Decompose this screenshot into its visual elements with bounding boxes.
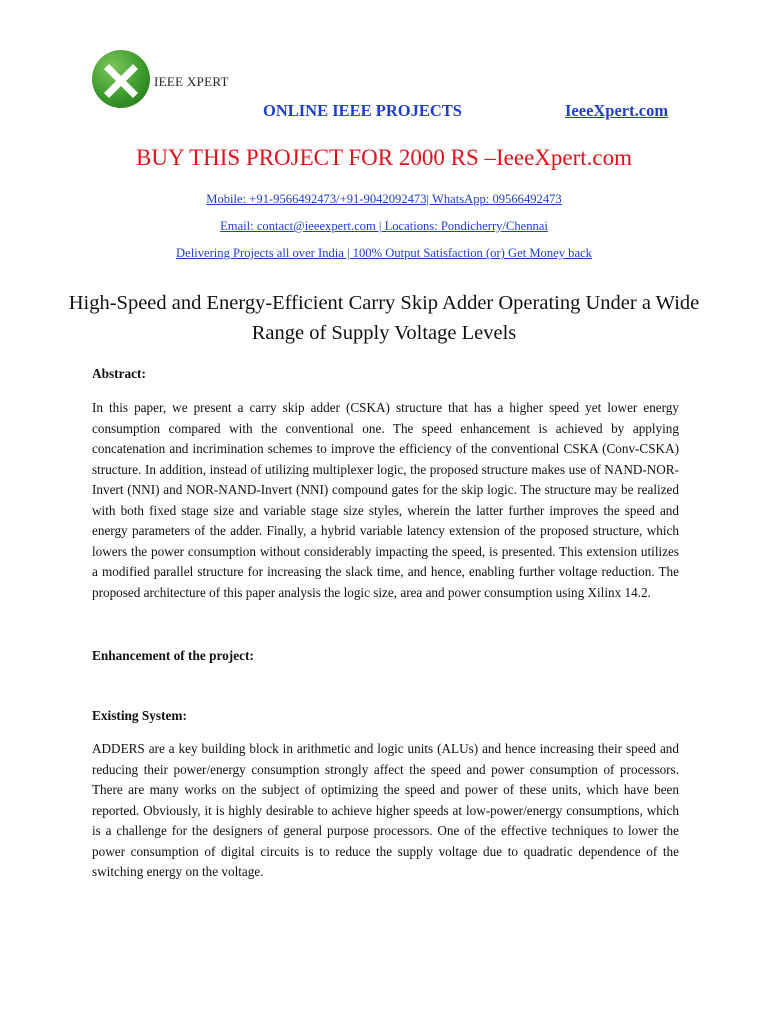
paper-title: High-Speed and Energy-Efficient Carry Skip Adder Operating Under a Wide Range of Supply Voltage Levels xyxy=(68,292,700,344)
buy-banner: BUY THIS PROJECT FOR 2000 RS –IeeeXpert.com xyxy=(136,145,632,170)
online-ieee-projects-text: ONLINE IEEE PROJECTS xyxy=(263,101,462,120)
delivery-info-link[interactable]: Delivering Projects all over India | 100% Output Satisfaction (or) Get Money back xyxy=(176,246,592,260)
existing-system-heading: Existing System: xyxy=(92,708,187,723)
mobile-contact-link[interactable]: Mobile: +91-9566492473/+91-9042092473| WhatsApp: 09566492473 xyxy=(206,192,562,206)
abstract-paragraph: In this paper, we present a carry skip adder (CSKA) structure that has a higher speed yet lower energy consumption compared with the conventional one. The speed enhancement is achieved by applying concatenation and incrimination schemes to improve the efficiency of the conventional CSKA (Conv-CSKA) structure. In addition, instead of utilizing multiplexer logic, the proposed structure makes use of NAND-NOR-Invert (NNI) and NOR-NAND-Invert (NNI) compound gates for the skip logic. The structure may be realized with both fixed stage size and variable stage size styles, wherein the latter further improves the speed and energy parameters of the adder. Finally, a hybrid variable latency extension of the proposed structure, which lowers the power consumption without considerably impacting the speed, is presented. This extension utilizes a modified parallel structure for increasing the slack time, and hence, enabling further voltage reduction. The proposed architecture of this paper analysis the logic size, area and power consumption using Xilinx 14.2. xyxy=(92,400,679,600)
header-topline xyxy=(0,101,768,123)
logo-x-icon xyxy=(92,50,150,108)
email-contact-link[interactable]: Email: contact@ieeexpert.com | Locations: Pondicherry/Chennai xyxy=(220,219,548,233)
enhancement-heading: Enhancement of the project: xyxy=(92,648,254,663)
abstract-heading: Abstract: xyxy=(92,366,146,381)
site-link[interactable]: IeeeXpert.com xyxy=(565,101,669,120)
logo-text: IEEE XPERT xyxy=(154,74,229,89)
existing-system-paragraph: ADDERS are a key building block in arithmetic and logic units (ALUs) and hence increasing their speed and reducing their power/energy consumption strongly affect the speed and power consumption of processors. There are many works on the subject of optimizing the speed and power of these units, which have been reported. Obviously, it is highly desirable to achieve higher speeds at low-power/energy consumptions, which is a challenge for the designers of general purpose processors. One of the effective techniques to lower the power consumption of digital circuits is to reduce the supply voltage due to quadratic dependence of the switching energy on the voltage. xyxy=(92,741,679,879)
